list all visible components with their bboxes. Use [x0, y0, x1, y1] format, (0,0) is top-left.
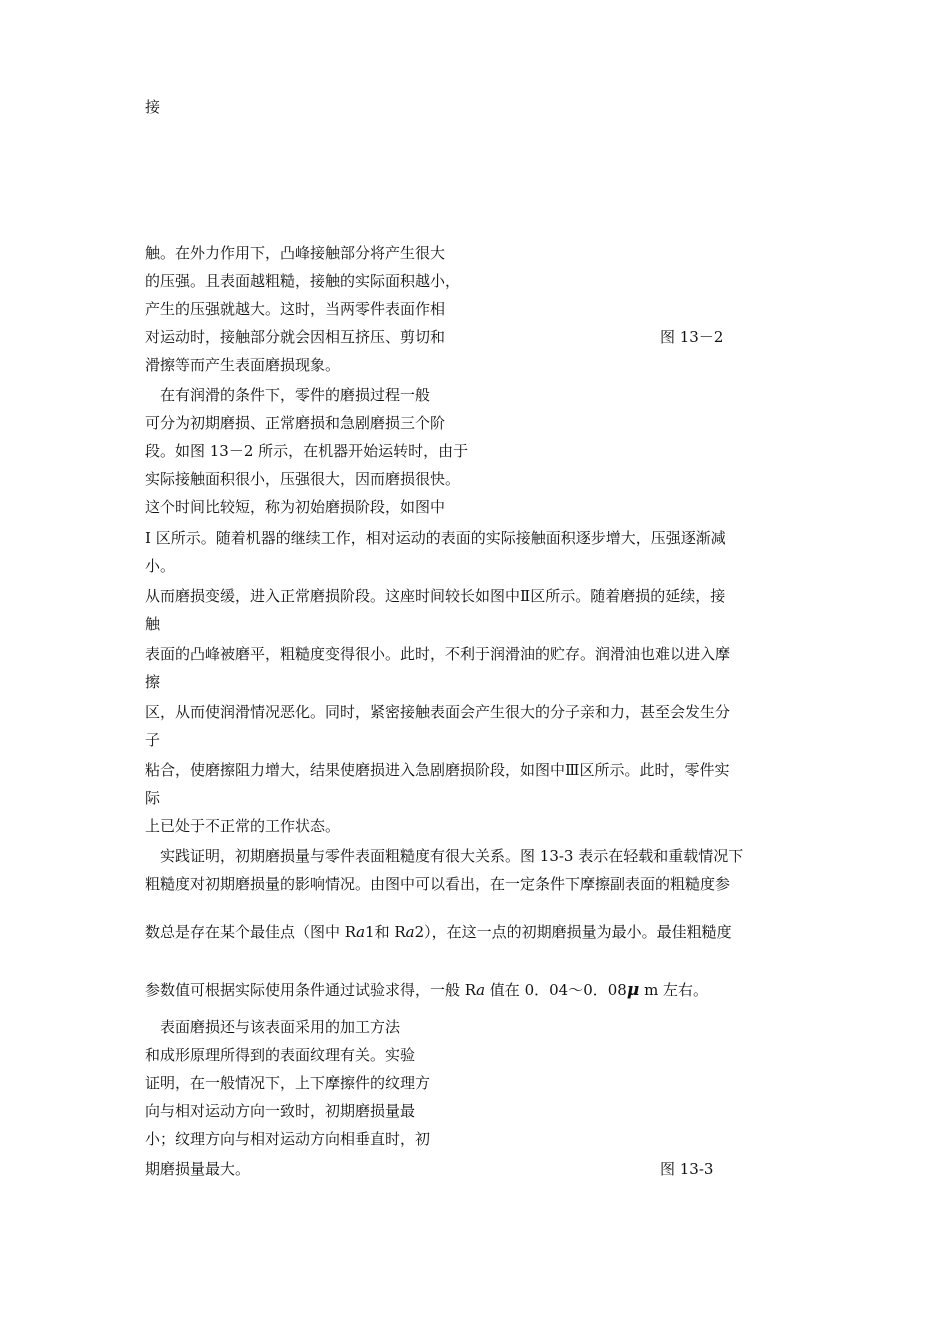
para3-line3-post: ），在这一点的初期磨损量为最小。最佳粗糙度 [424, 923, 732, 941]
mu-symbol: μ [626, 980, 640, 1000]
para2-wide-line: 从而磨损变缓，进入正常磨损阶段。这座时间较长如图中Ⅱ区所示。随着磨损的延续，接 [145, 587, 726, 605]
para3-line: 粗糙度对初期磨损量的影响情况。由图中可以看出，在一定条件下摩擦副表面的粗糙度参 [145, 875, 731, 893]
para3-line3-pre: 数总是存在某个最佳点（图中 R [145, 923, 357, 941]
para2-wide-line: 小。 [145, 557, 176, 575]
para4-line: 和成形原理所得到的表面纹理有关。实验 [145, 1046, 416, 1064]
figure-13-2-caption: 图 13－2 [660, 328, 724, 346]
para1-line: 的压强。且表面越粗糙，接触的实际面积越小， [145, 272, 461, 290]
para2-wide-line: 粘合，使磨擦阻力增大，结果使磨损进入急剧磨损阶段，如图中Ⅲ区所示。此时，零件实 [145, 761, 730, 779]
para2-line: 在有润滑的条件下，零件的磨损过程一般 [145, 386, 431, 404]
ra1-subscript: 1 [365, 923, 375, 941]
para3-line4-mid: 值在 0．04～0．08 [485, 981, 627, 999]
para3-line-ra-range [145, 980, 708, 1000]
para4-line: 表面磨损还与该表面采用的加工方法 [145, 1018, 401, 1036]
para4-line: 向与相对运动方向一致时，初期磨损量最 [145, 1102, 416, 1120]
para4-line: 期磨损量最大。 [145, 1160, 251, 1178]
ra-symbol: a [476, 981, 486, 999]
para2-line: 段。如图 13－2 所示，在机器开始运转时，由于 [145, 442, 469, 460]
para4-line: 证明，在一般情况下，上下摩擦件的纹理方 [145, 1074, 431, 1092]
figure-13-3-caption: 图 13-3 [660, 1160, 714, 1178]
top-fragment: 接 [145, 98, 161, 116]
ra2-symbol: a [405, 923, 415, 941]
para1-line: 产生的压强就越大。这时，当两零件表面作相 [145, 300, 446, 318]
para2-line: 这个时间比较短，称为初始磨损阶段，如图中 [145, 498, 446, 516]
para3-line-roughness-points [145, 922, 732, 942]
para2-wide-line: Ⅰ 区所示。随着机器的继续工作，相对运动的表面的实际接触面积逐步增大，压强逐渐减 [145, 529, 726, 547]
para2-wide-line: 触 [145, 615, 161, 633]
para1-line: 触。在外力作用下，凸峰接触部分将产生很大 [145, 244, 446, 262]
para3-line4-post: m 左右。 [639, 981, 709, 999]
para3-line: 实践证明，初期磨损量与零件表面粗糙度有很大关系。图 13-3 表示在轻载和重载情况下 [145, 847, 744, 865]
ra1-symbol: a [356, 923, 366, 941]
para2-wide-line: 擦 [145, 673, 161, 691]
para1-line: 滑擦等而产生表面磨损现象。 [145, 356, 341, 374]
para2-line: 实际接触面积很小，压强很大，因而磨损很快。 [145, 470, 461, 488]
para3-line3-mid: 和 R [374, 923, 406, 941]
para2-wide-line: 子 [145, 731, 161, 749]
para2-wide-line: 上已处于不正常的工作状态。 [145, 817, 341, 835]
ra2-subscript: 2 [414, 923, 425, 941]
para2-wide-line: 表面的凸峰被磨平，粗糙度变得很小。此时，不利于润滑油的贮存。润滑油也难以进入摩 [145, 645, 731, 663]
para1-line: 对运动时，接触部分就会因相互挤压、剪切和 [145, 328, 446, 346]
para4-line: 小；纹理方向与相对运动方向相垂直时，初 [145, 1130, 431, 1148]
para2-wide-line: 际 [145, 789, 161, 807]
para3-line4-pre: 参数值可根据实际使用条件通过试验求得，一般 R [145, 981, 477, 999]
para2-wide-line: 区，从而使润滑情况恶化。同时，紧密接触表面会产生很大的分子亲和力，甚至会发生分 [145, 703, 731, 721]
para2-line: 可分为初期磨损、正常磨损和急剧磨损三个阶 [145, 414, 446, 432]
